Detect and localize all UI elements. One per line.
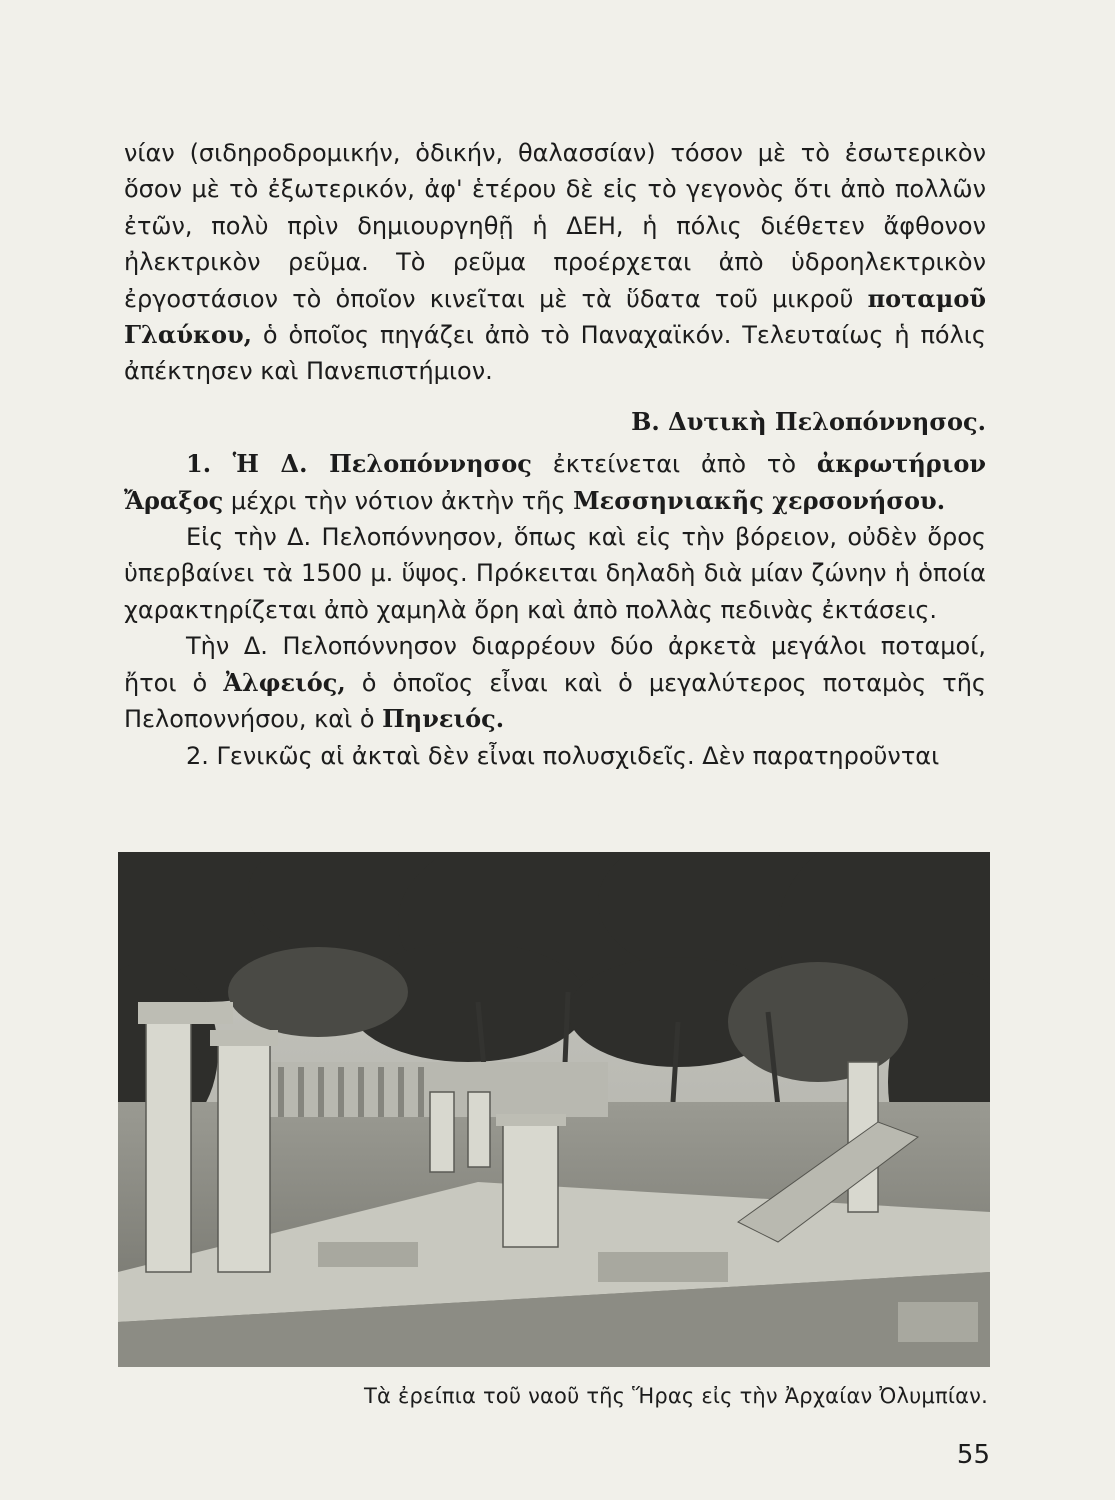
text-run: μέχρι τὴν νότιον ἀκτὴν τῆς (223, 486, 574, 515)
paragraph-patras (124, 135, 986, 390)
page-number: 55 (956, 1440, 990, 1470)
photo-caption: Τὰ ἐρείπια τοῦ ναοῦ τῆς Ἥρας εἰς τὴν Ἀρχαίαν Ὀλυμπίαν. (364, 1384, 988, 1408)
river-glaukos: ποταμοῦ Γλαύκου, (124, 283, 986, 350)
paragraph-extent (124, 446, 986, 519)
messenian-peninsula: Μεσσηνιακῆς χερσονήσου. (573, 485, 946, 515)
paragraph-lead: 1. Ἡ Δ. Πελοπόννησος (186, 449, 532, 479)
body-text (124, 135, 986, 774)
section-heading: Β. Δυτικὴ Πελοπόννησος. (631, 406, 986, 436)
paragraph-rivers (124, 628, 986, 737)
text-run: ἐκτείνεται ἀπὸ τὸ (531, 450, 817, 479)
paragraph-mountains: Εἰς τὴν Δ. Πελοπόννησον, ὅπως καὶ εἰς τὴν βόρειον, οὐδὲν ὄρος ὑπερβαίνει τὰ 1500 μ. ὕψος. Πρόκειται δηλαδὴ διὰ μίαν ζώνην ἡ ὁποία χαρακτηρίζεται ἀπὸ χαμηλὰ ὄρη καὶ ἀπὸ πολλὰς πεδινὰς ἐκτάσεις. (124, 523, 986, 624)
text-run: ὁ ὁποῖος πηγάζει ἀπὸ τὸ Παναχαϊκόν. Τελευταίως ἡ πόλις ἀπέκτησεν καὶ Πανεπιστήμιον. (124, 321, 986, 386)
paragraph-coasts: 2. Γενικῶς αἱ ἀκταὶ δὲν εἶναι πολυσχιδεῖς. Δὲν παρατηροῦνται (186, 741, 940, 770)
text-run: νίαν (σιδηροδρομικήν, ὁδικήν, θαλασσίαν) τόσον μὲ τὸ ἐσωτερικὸν ὅσον μὲ τὸ ἐξωτερικόν, ἀφ' ἑτέρου δὲ εἰς τὸ γεγονὸς ὅτι ἀπὸ πολλῶν ἐτῶν, πολὺ πρὶν δημιουργηθῇ ἡ ΔΕΗ, ἡ πόλις διέθετεν ἄφθονον ἠλεκτρικὸν ρεῦμα. Τὸ ρεῦμα προέρχεται ἀπὸ ὑδροηλεκτρικὸν ἐργοστάσιον τὸ ὁποῖον κινεῖται μὲ τὰ ὕδατα τοῦ μικροῦ (124, 139, 986, 313)
text-run: Τὴν Δ. Πελοπόννησον διαρρέουν δύο ἀρκετὰ μεγάλοι ποταμοί, ἤτοι ὁ (124, 632, 986, 697)
photo-heraion-ruins (118, 852, 990, 1367)
river-pineios: Πηνειός. (382, 704, 505, 734)
text-run: ὁ ὁποῖος εἶναι καὶ ὁ μεγαλύτερος ποταμὸς τῆς Πελοποννήσου, καὶ ὁ (124, 668, 987, 734)
cape-araxos: ἀκρωτήριον Ἄραξος (124, 449, 987, 515)
river-alfeios: Ἀλφειός, (223, 667, 346, 697)
